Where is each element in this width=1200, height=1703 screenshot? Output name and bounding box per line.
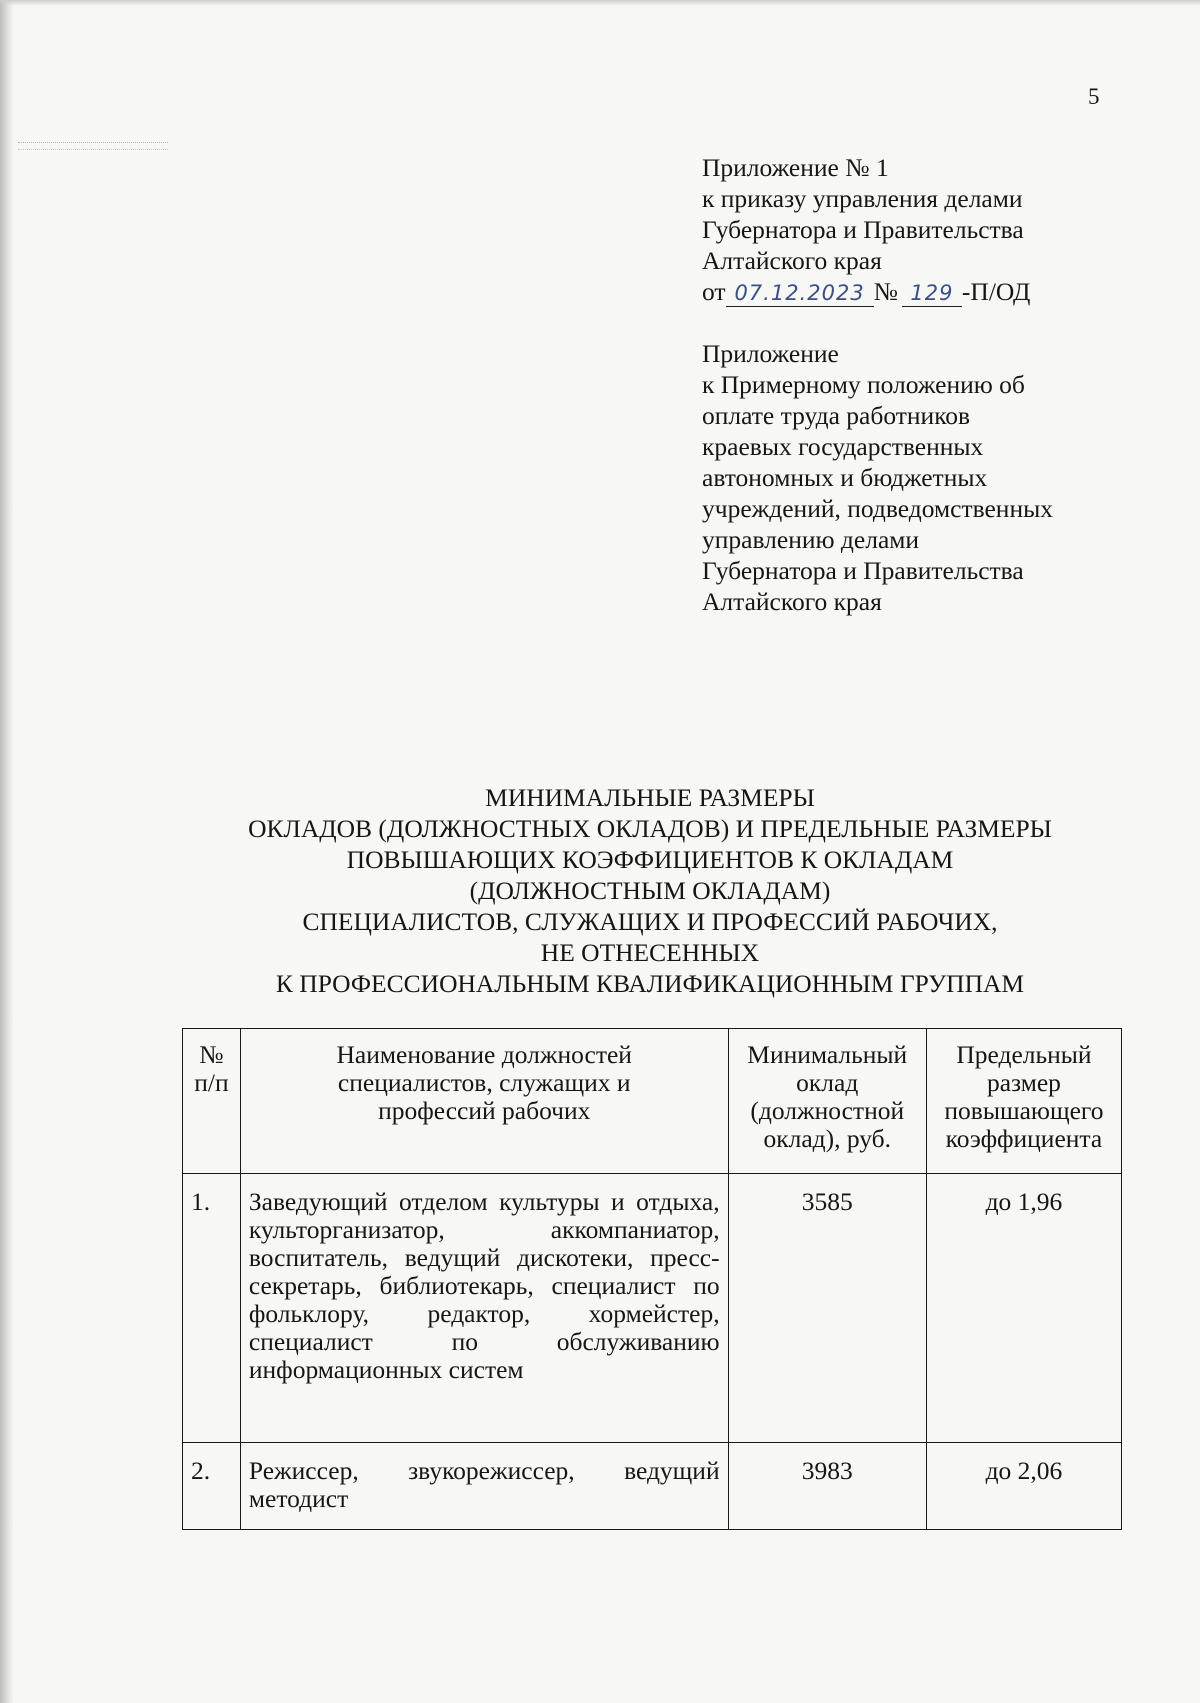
header-text: Минимальный <box>747 1040 908 1069</box>
annex-1-line: к приказу управления делами <box>702 184 1023 213</box>
scan-edge-shadow <box>0 0 14 1703</box>
header-text: профессий рабочих <box>378 1096 591 1125</box>
table-row <box>183 1174 1122 1443</box>
title-line: (ДОЛЖНОСТНЫМ ОКЛАДАМ) <box>469 876 831 905</box>
header-text: № <box>199 1040 224 1069</box>
order-number-suffix: -П/ОД <box>961 277 1031 306</box>
annex-2-line: Алтайского края <box>702 587 882 616</box>
title-line: ОКЛАДОВ (ДОЛЖНОСТНЫХ ОКЛАДОВ) И ПРЕДЕЛЬНЫЕ РАЗМЕРЫ <box>248 814 1052 843</box>
annex-2-line: учреждений, подведомственных <box>702 494 1053 523</box>
handwritten-date: 07.12.2023 <box>726 280 874 307</box>
row-position-name: Заведующий отделом культуры и отдыха, культорганизатор, аккомпаниатор, воспитатель, ведущий дискотеки, пресс-секретарь, библиотекарь, специалист по фольклору, редактор, хормейстер, специалист по обслуживанию информационных систем <box>240 1174 728 1443</box>
annex-1-line: Алтайского края <box>702 246 882 275</box>
annex-1-date-line <box>702 276 1182 307</box>
row-number: 2. <box>183 1443 241 1530</box>
row-position-name: Режиссер, звукорежиссер, ведущий методист <box>240 1443 728 1530</box>
number-sign: № <box>873 277 898 306</box>
table-row <box>183 1443 1122 1530</box>
salary-table <box>182 1028 1122 1530</box>
annex-2-line: краевых государственных <box>702 432 984 461</box>
scan-top-shadow <box>0 0 1200 6</box>
scan-artifact-mark <box>18 142 168 150</box>
header-max-coefficient <box>926 1029 1121 1174</box>
header-text: специалистов, служащих и <box>337 1068 631 1097</box>
header-text: Наименование должностей <box>336 1040 632 1069</box>
header-text: Предельный <box>956 1040 1092 1069</box>
title-line: НЕ ОТНЕСЕННЫХ <box>540 938 760 967</box>
annex-2-block <box>702 338 1182 617</box>
table-header-row <box>183 1029 1122 1174</box>
annex-1-line: Губернатора и Правительства <box>702 215 1024 244</box>
annex-2-line: Губернатора и Правительства <box>702 556 1024 585</box>
header-text: п/п <box>194 1068 229 1097</box>
header-text: (должностной <box>750 1096 905 1125</box>
header-text: размер <box>986 1068 1061 1097</box>
annex-2-line: автономных и бюджетных <box>702 463 988 492</box>
title-line: СПЕЦИАЛИСТОВ, СЛУЖАЩИХ И ПРОФЕССИЙ РАБОЧИХ, <box>302 907 998 936</box>
page-number: 5 <box>1088 84 1100 109</box>
annex-2-line: к Примерному положению об <box>702 370 1025 399</box>
row-number: 1. <box>183 1174 241 1443</box>
document-title <box>160 782 1140 999</box>
header-text: оклад), руб. <box>763 1124 892 1153</box>
annex-2-line: управлению делами <box>702 525 920 554</box>
row-max-coefficient: до 2,06 <box>926 1443 1121 1530</box>
row-max-coefficient: до 1,96 <box>926 1174 1121 1443</box>
header-text: повышающего <box>944 1096 1104 1125</box>
header-text: коэффициента <box>945 1124 1103 1153</box>
row-min-salary: 3585 <box>728 1174 926 1443</box>
title-line: ПОВЫШАЮЩИХ КОЭФФИЦИЕНТОВ К ОКЛАДАМ <box>346 845 954 874</box>
header-number <box>183 1029 241 1174</box>
title-line: МИНИМАЛЬНЫЕ РАЗМЕРЫ <box>485 783 815 812</box>
annex-1-block <box>702 152 1182 307</box>
date-prefix: от <box>702 277 726 306</box>
title-line: К ПРОФЕССИОНАЛЬНЫМ КВАЛИФИКАЦИОННЫМ ГРУППАМ <box>275 969 1025 998</box>
row-min-salary: 3983 <box>728 1443 926 1530</box>
header-position-name <box>240 1029 728 1174</box>
handwritten-order-number: 129 <box>902 280 962 307</box>
annex-2-line: оплате труда работников <box>702 401 971 430</box>
annex-1-line: Приложение № 1 <box>702 153 889 182</box>
header-text: оклад <box>796 1068 859 1097</box>
header-min-salary <box>728 1029 926 1174</box>
annex-2-line: Приложение <box>702 339 839 368</box>
